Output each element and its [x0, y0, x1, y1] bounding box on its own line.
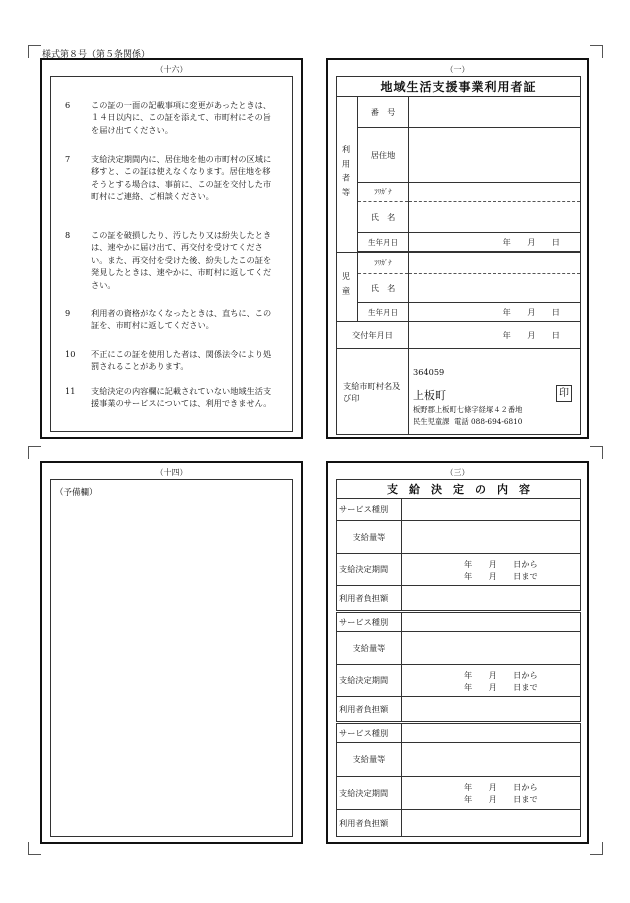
burden-label: 利用者負担額 [337, 697, 402, 723]
municipality-block [409, 349, 581, 435]
amount-field[interactable] [402, 743, 581, 777]
panel-title: （十四） [155, 468, 188, 477]
service-type-field[interactable] [402, 499, 581, 521]
crop-mark-top-left [28, 45, 41, 58]
name-label: 氏 名 [358, 202, 409, 233]
burden-field[interactable] [402, 586, 581, 612]
dob-label: 生年月日 [358, 233, 409, 252]
furigana-label: ﾌﾘｶﾞﾅ [358, 183, 409, 202]
dob-field[interactable]: 年 月 日 [409, 233, 581, 252]
municipality-label: 支給市町村名及び印 [337, 349, 409, 435]
burden-label: 利用者負担額 [337, 586, 402, 612]
address-field[interactable] [409, 128, 581, 183]
period-field[interactable]: 年 月 日から 年 月 日まで [402, 665, 581, 697]
panel-three [326, 461, 589, 844]
address-line: 板野郡上板町七條字経塚４２番地 [413, 405, 523, 414]
issue-date-label: 交付年月日 [337, 322, 409, 349]
service-type-label: サービス種別 [337, 612, 402, 632]
form-label: 様式第８号（第５条関係） [42, 50, 151, 60]
period-field[interactable]: 年 月 日から 年 月 日まで [402, 777, 581, 810]
note-item: 6 この証の一面の記載事項に変更があったときは、１４日以内に、この証を添えて、市町村にその旨を届け出てください。 [65, 100, 272, 135]
amount-label: 支給量等 [337, 521, 402, 554]
crop-mark-mid-right [590, 446, 603, 459]
service-type-label: サービス種別 [337, 499, 402, 521]
amount-field[interactable] [402, 521, 581, 554]
benefit-heading: 支 給 決 定 の 内 容 [337, 480, 581, 499]
panel-sixteen [40, 58, 303, 439]
period-label: 支給決定期間 [337, 777, 402, 810]
note-item: 11 支給決定の内容欄に記載されていない地域生活支援事業のサービスについては、利用できません。 [65, 386, 272, 409]
period-label: 支給決定期間 [337, 554, 402, 586]
child-dob-field[interactable]: 年 月 日 [409, 303, 581, 322]
child-name-field[interactable] [409, 274, 581, 303]
reserve-box[interactable] [50, 479, 293, 837]
service-type-field[interactable] [402, 612, 581, 632]
issue-date-field[interactable]: 年 月 日 [409, 322, 581, 349]
number-field[interactable] [409, 97, 581, 128]
postal-code: 364059 [413, 367, 445, 377]
crop-mark-bottom-right [590, 842, 603, 855]
child-furigana-field[interactable] [409, 253, 581, 274]
crop-mark-mid-left [28, 446, 41, 459]
note-item: 8 この証を破損したり、汚したり又は紛失したときは、速やかに届け出て、再交付を受けてください。また、再交付を受けた後、紛失したこの証を発見したときは、速やかに、市町村に返してください。 [65, 230, 272, 290]
seal-stamp: 印 [556, 385, 572, 402]
reserve-label: （予備欄） [55, 488, 98, 498]
name-field[interactable] [409, 202, 581, 233]
number-label: 番 号 [358, 97, 409, 128]
contact-line [413, 417, 522, 427]
amount-label: 支給量等 [337, 743, 402, 777]
user-card-table [336, 76, 581, 435]
burden-field[interactable] [402, 810, 581, 837]
service-type-field[interactable] [402, 723, 581, 743]
child-name-label: 氏 名 [358, 274, 409, 303]
panel-title: （三） [445, 468, 470, 477]
child-furigana-label: ﾌﾘｶﾞﾅ [358, 253, 409, 274]
note-item: 10 不正にこの証を使用した者は、関係法令により処罰されることがあります。 [65, 349, 272, 372]
benefit-table [336, 479, 581, 837]
panel-title: （一） [445, 65, 470, 74]
amount-label: 支給量等 [337, 632, 402, 665]
card-heading: 地域生活支援事業利用者証 [337, 77, 581, 97]
town-name: 上板町 [413, 389, 446, 402]
panel-fourteen [40, 461, 303, 844]
amount-field[interactable] [402, 632, 581, 665]
crop-mark-top-right [590, 45, 603, 58]
burden-label: 利用者負担額 [337, 810, 402, 837]
period-label: 支給決定期間 [337, 665, 402, 697]
department: 民生児童課 [413, 417, 450, 426]
note-item: 7 支給決定期間内に、居住地を他の市町村の区域に移すと、この証は使えなくなります。居住地を移そうとする場合は、事前に、この証を交付した市町村にご連絡、ご相談ください。 [65, 154, 272, 202]
panel-title: （十六） [155, 65, 188, 74]
phone: 電話 088-694-6810 [454, 417, 523, 426]
service-type-label: サービス種別 [337, 723, 402, 743]
furigana-field[interactable] [409, 183, 581, 202]
address-label: 居住地 [358, 128, 409, 183]
notes-box [50, 76, 293, 432]
child-group-label: 児童 [337, 253, 358, 322]
burden-field[interactable] [402, 697, 581, 723]
period-field[interactable]: 年 月 日から 年 月 日まで [402, 554, 581, 586]
note-item: 9 利用者の資格がなくなったときは、直ちに、この証を、市町村に返してください。 [65, 308, 272, 331]
child-dob-label: 生年月日 [358, 303, 409, 322]
user-group-label: 利用者等 [337, 97, 358, 253]
panel-one [326, 58, 589, 439]
